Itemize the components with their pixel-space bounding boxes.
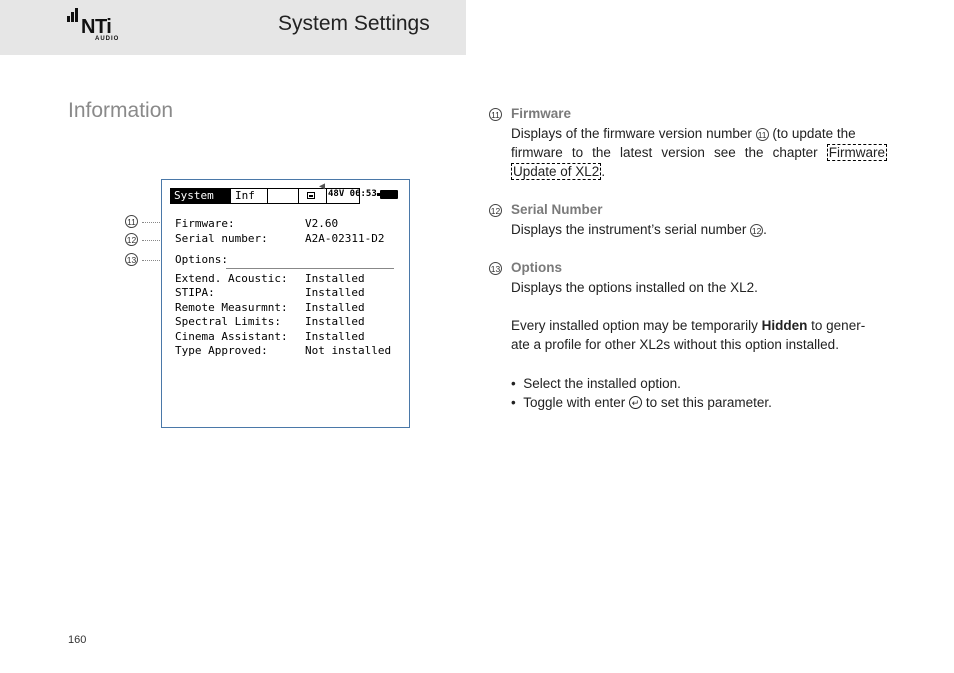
tab-empty xyxy=(268,189,299,203)
profile-icon xyxy=(307,192,315,199)
nti-audio-logo xyxy=(67,16,129,44)
row-value[interactable]: Not installed xyxy=(305,344,392,357)
tab-info[interactable]: Inf xyxy=(231,189,268,203)
callout-12: 12 xyxy=(126,235,137,245)
serial-number-marker: 12 xyxy=(490,206,501,217)
row-value[interactable]: Installed xyxy=(305,301,365,314)
logo-text: NTi xyxy=(81,16,112,38)
callout-11: 11 xyxy=(125,215,138,228)
logo-subtext: AUDIO xyxy=(95,36,120,42)
serial-text: Displays the instrument’s serial number 12 . xyxy=(511,222,767,237)
row-label[interactable]: Spectral Limits: xyxy=(175,315,281,328)
hidden-keyword: Hidden xyxy=(761,318,808,333)
row-value[interactable]: Installed xyxy=(305,330,365,343)
row-value[interactable]: Installed xyxy=(305,315,365,328)
row-label[interactable]: Remote Measurmnt: xyxy=(175,301,288,314)
page-number: 160 xyxy=(68,634,87,646)
options-para-line2: ate a profile for other XL2s without this option installed. xyxy=(511,337,839,352)
row-label[interactable]: STIPA: xyxy=(175,286,215,299)
row-value: A2A-02311-D2 xyxy=(305,232,385,245)
row-label[interactable]: Extend. Acoustic: xyxy=(175,272,288,285)
firmware-text-line1: Displays of the firmware version number 11 (to update the xyxy=(511,126,856,141)
section-title: Information xyxy=(68,99,174,122)
firmware-inline-number: 11 xyxy=(756,128,769,141)
row-label: Options: xyxy=(175,253,228,266)
row-label: Firmware: xyxy=(175,217,235,230)
options-number-marker: 13 xyxy=(490,264,501,275)
firmware-update-link[interactable]: Firmware xyxy=(828,145,885,160)
row-label[interactable]: Type Approved: xyxy=(175,344,268,357)
serial-inline-number: 12 xyxy=(751,225,762,236)
options-text: Displays the options installed on the XL2. xyxy=(511,280,758,295)
firmware-text-line3: Update of XL2 . xyxy=(513,164,606,179)
row-label: Serial number: xyxy=(175,232,268,245)
serial-heading: Serial Number xyxy=(511,202,603,217)
firmware-heading: Firmware xyxy=(511,106,572,121)
bullet-icon: • xyxy=(511,376,524,391)
firmware-number: 11 xyxy=(489,106,502,124)
row-value[interactable]: Installed xyxy=(305,272,365,285)
row-value[interactable]: Installed xyxy=(305,286,365,299)
options-heading: Options xyxy=(511,260,562,275)
bullet-1: • Select the installed option. xyxy=(511,376,681,391)
options-para-line1: Every installed option may be temporarily Hidden to gener- xyxy=(511,318,866,333)
battery-icon xyxy=(380,190,398,199)
status-readout: 48V 06:53 xyxy=(328,189,377,199)
speaker-icon: ◀ xyxy=(319,181,326,192)
row-value: V2.60 xyxy=(305,217,339,230)
row-label[interactable]: Cinema Assistant: xyxy=(175,330,288,343)
enter-icon: ↵ xyxy=(629,396,642,409)
page-header-title: System Settings xyxy=(278,12,430,35)
firmware-update-link-cont[interactable]: Update of XL2 xyxy=(513,164,600,179)
bullet-icon: • xyxy=(511,395,524,410)
device-screen xyxy=(161,179,410,428)
bullet-2: • Toggle with enter ↵ to set this parameter. xyxy=(511,395,772,410)
tab-system[interactable]: System xyxy=(171,189,231,203)
callout-13: 13 xyxy=(126,255,137,265)
firmware-text-line2: firmware to the latest version see the chapter Firmware xyxy=(511,145,885,160)
options-divider xyxy=(226,268,394,269)
